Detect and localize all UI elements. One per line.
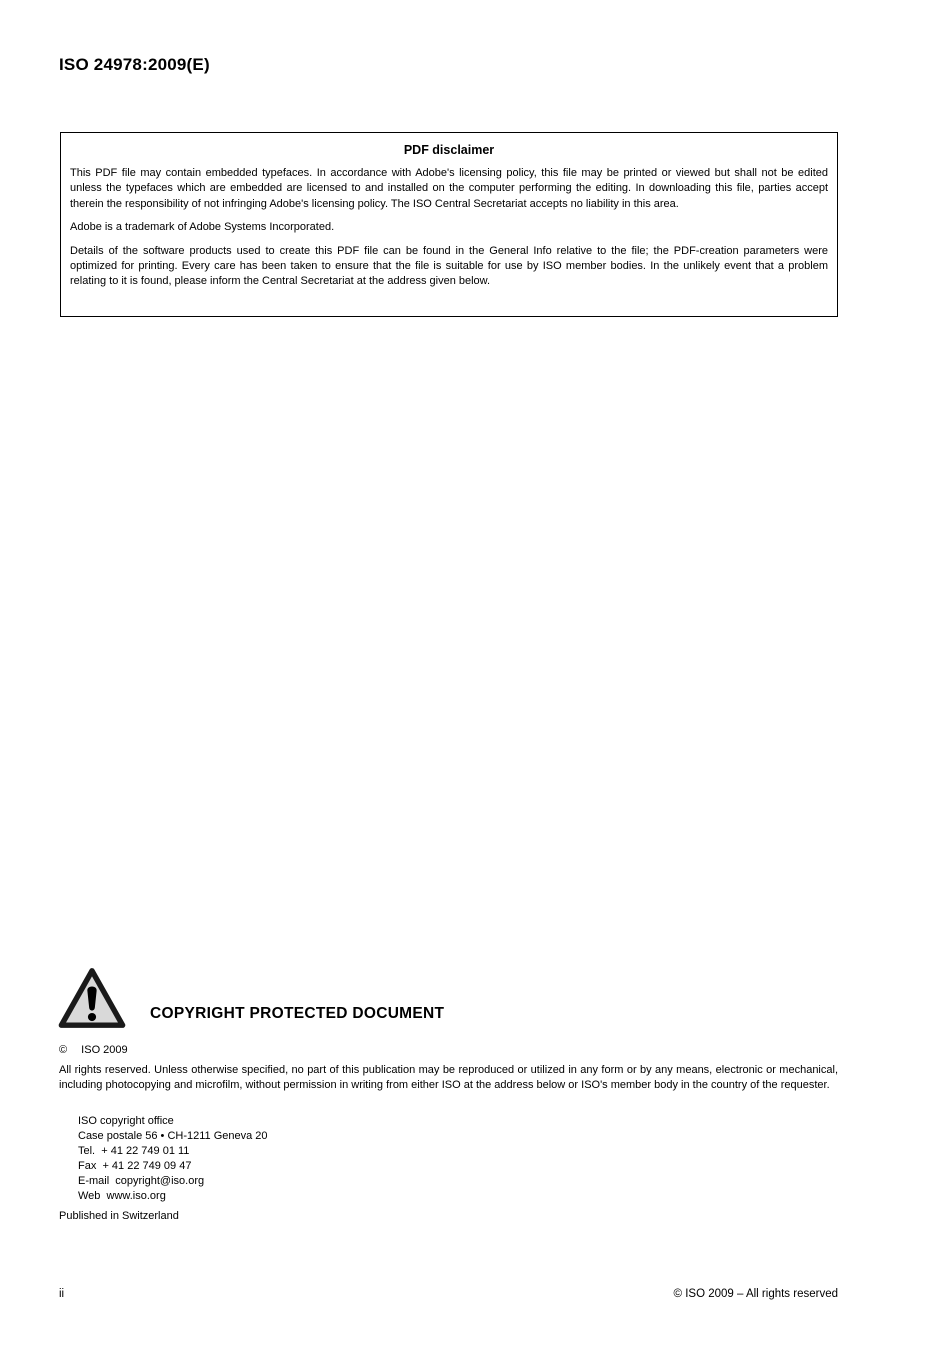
page-footer <box>59 1288 838 1300</box>
disclaimer-paragraph-2: Adobe is a trademark of Adobe Systems Incorporated. <box>70 221 335 234</box>
all-rights-reserved-notice: All rights reserved. Unless otherwise specified, no part of this publication may be reproduced or utilized in any form or by any means, electronic or mechanical, including photocopying and microfilm, without permission in writing from either ISO at the address below or ISO's member body in the country of the requester. <box>59 1064 838 1092</box>
footer-copyright: © ISO 2009 – All rights reserved <box>673 1288 838 1300</box>
address-line-postal: Case postale 56 • CH-1211 Geneva 20 <box>78 1130 268 1143</box>
copyright-year-line <box>59 1044 128 1056</box>
copyright-banner <box>58 966 838 1030</box>
document-reference-header: ISO 24978:2009(E) <box>59 55 210 74</box>
disclaimer-title: PDF disclaimer <box>403 143 495 157</box>
address-line-web: Web www.iso.org <box>78 1190 166 1203</box>
address-line-fax: Fax + 41 22 749 09 47 <box>78 1160 192 1173</box>
page-number: ii <box>59 1288 65 1300</box>
disclaimer-paragraph-1: This PDF file may contain embedded typefaces. In accordance with Adobe's licensing policy, this file may be printed or viewed but shall not be edited unless the typefaces which are embedded are licensed to and installed on the computer performing the editing. In downloading this file, parties accept therein the responsibility of not infringing Adobe's licensing policy. The ISO Central Secretariat accepts no liability in this area. <box>70 167 828 210</box>
address-line-tel: Tel. + 41 22 749 01 11 <box>78 1145 190 1158</box>
copyright-protected-heading: COPYRIGHT PROTECTED DOCUMENT <box>150 1005 445 1022</box>
address-line-email: E-mail copyright@iso.org <box>78 1175 205 1188</box>
address-line-office: ISO copyright office <box>78 1115 174 1127</box>
pdf-disclaimer-box <box>60 132 838 317</box>
copyright-year: ISO 2009 <box>81 1044 128 1056</box>
published-in-switzerland: Published in Switzerland <box>59 1210 179 1222</box>
warning-triangle-icon <box>58 966 126 1030</box>
disclaimer-paragraph-3: Details of the software products used to create this PDF file can be found in the General Info relative to the file; the PDF-creation parameters were optimized for printing. Every care has been taken to ensure that the file is suitable for use by ISO member bodies. In the unlikely event that a problem relating to it is found, please inform the Central Secretariat at the address given below. <box>70 244 828 288</box>
iso-address-block <box>78 1114 268 1205</box>
copyright-symbol: © <box>59 1044 68 1056</box>
